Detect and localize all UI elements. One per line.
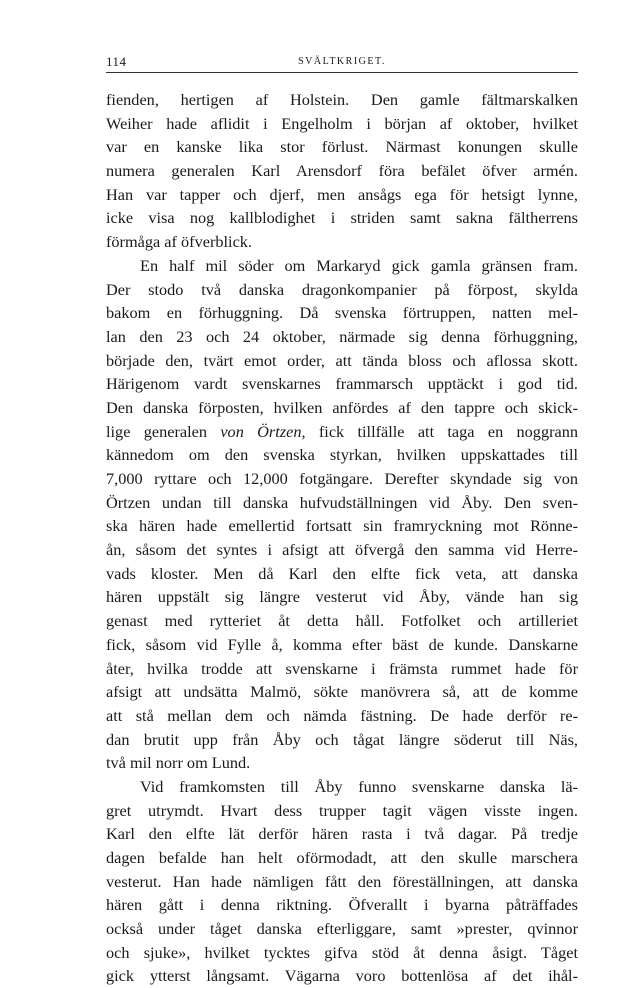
text-line: började den, tvärt emot order, att tända bloss och aflossa skott. xyxy=(106,350,578,370)
text-line: också under tåget danska efterliggare, samt »prester, qvinnor xyxy=(106,919,578,939)
running-head xyxy=(106,52,578,73)
text-line: ska hären hade emellertid fortsatt sin framryckning mot Rönne- xyxy=(106,516,578,536)
text-line: Weiher hade aflidit i Engelholm i början af oktober, hvilket xyxy=(106,113,578,133)
text-line: kännedom om den svenska styrkan, hvilken uppskattades till xyxy=(106,445,578,465)
text-line: dan brutit upp från Åby och tågat längre söderut till Näs, xyxy=(106,729,578,749)
text-line: En half mil söder om Markaryd gick gamla gränsen fram. xyxy=(140,255,578,275)
text-line: hären uppstält sig längre vesterut vid Åby, vände han sig xyxy=(106,587,578,607)
text-line: 7,000 ryttare och 12,000 fotgängare. Derefter skyndade sig von xyxy=(106,469,578,488)
text-line: lige generalen von Örtzen, fick tillfälle att taga en noggrann xyxy=(106,421,578,441)
text-line: dagen befalde han helt oförmodadt, att den skulle marschera xyxy=(106,848,578,867)
text-line: fienden, hertigen af Holstein. Den gamle fältmarskalken xyxy=(106,90,578,109)
text-line: Han var tapper och djerf, men ansågs ega för hetsigt lynne, xyxy=(106,184,578,204)
text-line: icke visa nog kallblodighet i striden samt sakna fältherrens xyxy=(106,208,578,228)
text-line: åter, hvilka trodde att svenskarne i främsta rummet hade för xyxy=(106,658,578,678)
text-line: och sjuke», hvilket tycktes gifva stöd åt denna åsigt. Tåget xyxy=(106,942,578,962)
text-line: Örtzen undan till danska hufvudställningen vid Åby. Den sven- xyxy=(106,492,578,512)
text-line: gret utrymdt. Hvart dess trupper tagit vägen visste ingen. xyxy=(106,800,578,820)
text-line: att stå mellan dem och nämda fästning. De hade derför re- xyxy=(106,705,578,725)
body-text xyxy=(106,88,578,988)
page-number: 114 xyxy=(106,54,127,69)
text-line: förmåga af öfverblick. xyxy=(106,232,253,252)
text-line: hären gått i denna riktning. Öfverallt i byarna påträffades xyxy=(106,895,578,915)
text-line: vads kloster. Men då Karl den elfte fick veta, att danska xyxy=(106,563,578,583)
text-line: gick ytterst långsamt. Vägarna voro bottenlösa af det ihål- xyxy=(106,966,578,986)
text-line: ån, såsom det syntes i afsigt att öfvergå den samma vid Herre- xyxy=(106,540,578,560)
text-line: genast med rytteriet åt detta håll. Fotfolket och artilleriet xyxy=(106,611,578,631)
text-line: var en kanske lika stor förlust. Närmast konungen skulle xyxy=(106,137,578,157)
text-line: Vid framkomsten till Åby funno svenskarne danska lä- xyxy=(140,776,578,796)
text-line: vesterut. Han hade nämligen fått den föreställningen, att danska xyxy=(106,871,578,891)
text-line: lan den 23 och 24 oktober, närmade sig denna förhuggning, xyxy=(106,326,578,346)
running-title: SVÄLTKRIGET. xyxy=(298,56,386,67)
text-line: Karl den elfte lät derför hären rasta i två dagar. På tredje xyxy=(106,824,578,844)
text-line: afsigt att undsätta Malmö, sökte manövrera så, att de komme xyxy=(106,682,578,702)
text-line: Den danska förposten, hvilken anfördes af den tappre och skick- xyxy=(106,397,578,417)
text-line: bakom en förhuggning. Då svenska förtruppen, natten mel- xyxy=(106,303,578,323)
text-line: Der stodo två danska dragonkompanier på förpost, skylda xyxy=(106,279,578,299)
text-line: två mil norr om Lund. xyxy=(106,753,251,773)
text-line: numera generalen Karl Arensdorf föra befälet öfver armén. xyxy=(106,161,578,181)
text-line: fick, såsom vid Fylle å, komma efter bäst de kunde. Danskarne xyxy=(106,634,578,654)
text-line: Härigenom vardt svenskarnes frammarsch upptäckt i god tid. xyxy=(106,374,578,394)
